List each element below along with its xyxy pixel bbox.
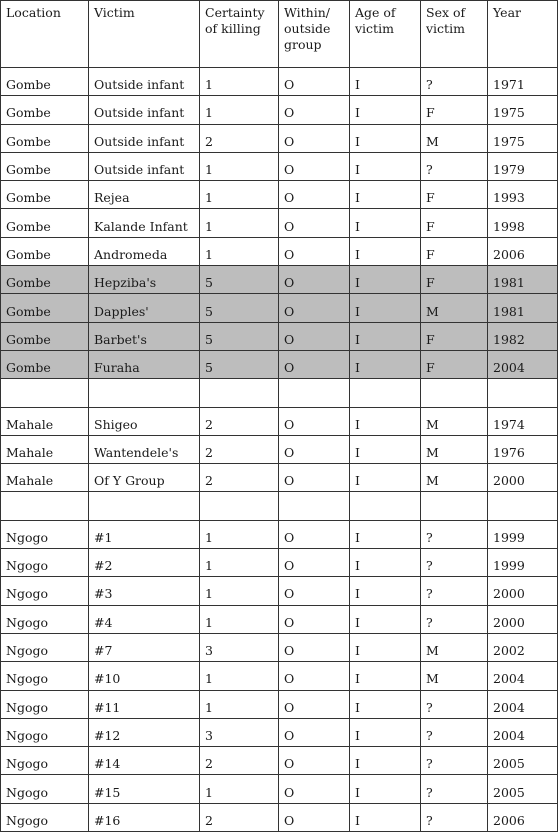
cell-location: Ngogo [1, 775, 89, 803]
cell-location: Ngogo [1, 605, 89, 633]
cell-age-of-victim: I [350, 464, 421, 492]
cell-location: Ngogo [1, 549, 89, 577]
cell-location: Gombe [1, 181, 89, 209]
cell-location: Gombe [1, 322, 89, 350]
table-row [1, 294, 558, 322]
cell-sex-of-victim: ? [421, 718, 488, 746]
cell-sex-of-victim: ? [421, 68, 488, 96]
cell-location: Gombe [1, 237, 89, 265]
cell-location: Gombe [1, 68, 89, 96]
cell-year: 1981 [488, 294, 558, 322]
column-header-within-outside-group [279, 1, 350, 68]
cell-year: 2006 [488, 803, 558, 831]
cell-sex-of-victim: F [421, 350, 488, 378]
cell-year [488, 492, 558, 520]
column-header-line: Location [6, 5, 61, 20]
cell-age-of-victim: I [350, 68, 421, 96]
cell-victim: Outside infant [89, 96, 200, 124]
cell-within-outside-group: O [279, 690, 350, 718]
cell-within-outside-group: O [279, 237, 350, 265]
table-row [1, 350, 558, 378]
cell-within-outside-group: O [279, 718, 350, 746]
table-row [1, 662, 558, 690]
cell-sex-of-victim: ? [421, 775, 488, 803]
cell-location: Mahale [1, 464, 89, 492]
column-header-sex-of-victim [421, 1, 488, 68]
cell-certainty-of-killing: 2 [200, 407, 279, 435]
cell-victim: #16 [89, 803, 200, 831]
cell-year: 2006 [488, 237, 558, 265]
table-row [1, 690, 558, 718]
cell-year: 2000 [488, 605, 558, 633]
cell-sex-of-victim: ? [421, 690, 488, 718]
cell-age-of-victim: I [350, 266, 421, 294]
table-row [1, 549, 558, 577]
cell-year: 1979 [488, 152, 558, 180]
cell-certainty-of-killing: 1 [200, 209, 279, 237]
cell-year: 1998 [488, 209, 558, 237]
table-row [1, 577, 558, 605]
cell-within-outside-group: O [279, 520, 350, 548]
cell-certainty-of-killing: 1 [200, 181, 279, 209]
column-header-line: Sex of [426, 5, 466, 20]
cell-sex-of-victim [421, 379, 488, 407]
cell-location: Ngogo [1, 690, 89, 718]
cell-victim: Barbet's [89, 322, 200, 350]
cell-age-of-victim: I [350, 237, 421, 265]
column-header-line: victim [426, 21, 465, 36]
column-header-line: Victim [94, 5, 135, 20]
cell-location: Ngogo [1, 718, 89, 746]
cell-sex-of-victim: ? [421, 803, 488, 831]
cell-sex-of-victim: F [421, 237, 488, 265]
cell-age-of-victim: I [350, 605, 421, 633]
table-row [1, 237, 558, 265]
cell-age-of-victim: I [350, 803, 421, 831]
cell-age-of-victim: I [350, 350, 421, 378]
table-row [1, 633, 558, 661]
cell-year: 1993 [488, 181, 558, 209]
cell-certainty-of-killing: 1 [200, 68, 279, 96]
cell-year [488, 379, 558, 407]
cell-within-outside-group: O [279, 124, 350, 152]
cell-certainty-of-killing: 1 [200, 577, 279, 605]
cell-sex-of-victim: F [421, 266, 488, 294]
table-row [1, 322, 558, 350]
cell-certainty-of-killing: 1 [200, 690, 279, 718]
cell-within-outside-group: O [279, 68, 350, 96]
cell-certainty-of-killing: 5 [200, 350, 279, 378]
cell-location: Gombe [1, 294, 89, 322]
cell-year: 2002 [488, 633, 558, 661]
table-row [1, 96, 558, 124]
cell-within-outside-group: O [279, 435, 350, 463]
cell-location: Gombe [1, 209, 89, 237]
cell-age-of-victim: I [350, 633, 421, 661]
cell-location: Ngogo [1, 803, 89, 831]
cell-within-outside-group: O [279, 577, 350, 605]
table-row [1, 68, 558, 96]
cell-age-of-victim: I [350, 690, 421, 718]
table-row [1, 605, 558, 633]
cell-within-outside-group: O [279, 181, 350, 209]
cell-year: 2004 [488, 690, 558, 718]
cell-victim: #10 [89, 662, 200, 690]
cell-age-of-victim: I [350, 662, 421, 690]
cell-within-outside-group: O [279, 549, 350, 577]
cell-year: 1974 [488, 407, 558, 435]
cell-victim: Dapples' [89, 294, 200, 322]
table-row [1, 209, 558, 237]
table-row [1, 718, 558, 746]
cell-location: Gombe [1, 152, 89, 180]
cell-location: Ngogo [1, 662, 89, 690]
table-row [1, 747, 558, 775]
table-row [1, 520, 558, 548]
column-header-year [488, 1, 558, 68]
table-body [1, 68, 558, 832]
cell-within-outside-group: O [279, 407, 350, 435]
cell-certainty-of-killing: 3 [200, 633, 279, 661]
cell-age-of-victim: I [350, 124, 421, 152]
table-row [1, 181, 558, 209]
cell-age-of-victim: I [350, 209, 421, 237]
cell-certainty-of-killing: 5 [200, 266, 279, 294]
cell-location: Gombe [1, 96, 89, 124]
cell-sex-of-victim: F [421, 181, 488, 209]
spacer-row [1, 492, 558, 520]
cell-sex-of-victim: ? [421, 605, 488, 633]
cell-age-of-victim: I [350, 96, 421, 124]
cell-year: 1971 [488, 68, 558, 96]
column-header-victim [89, 1, 200, 68]
cell-within-outside-group: O [279, 633, 350, 661]
cell-sex-of-victim: F [421, 209, 488, 237]
cell-location [1, 492, 89, 520]
cell-sex-of-victim: ? [421, 747, 488, 775]
cell-certainty-of-killing: 1 [200, 152, 279, 180]
spacer-row [1, 379, 558, 407]
cell-location: Gombe [1, 124, 89, 152]
cell-sex-of-victim: F [421, 96, 488, 124]
column-header-line: Certainty [205, 5, 265, 20]
cell-certainty-of-killing: 2 [200, 124, 279, 152]
cell-within-outside-group: O [279, 350, 350, 378]
cell-year: 1999 [488, 520, 558, 548]
cell-victim: #2 [89, 549, 200, 577]
cell-year: 2000 [488, 464, 558, 492]
cell-year: 1982 [488, 322, 558, 350]
cell-within-outside-group: O [279, 294, 350, 322]
cell-within-outside-group: O [279, 322, 350, 350]
cell-victim [89, 379, 200, 407]
cell-within-outside-group: O [279, 266, 350, 294]
cell-within-outside-group: O [279, 464, 350, 492]
cell-victim: #3 [89, 577, 200, 605]
table-row [1, 152, 558, 180]
cell-victim: #14 [89, 747, 200, 775]
cell-within-outside-group: O [279, 662, 350, 690]
cell-within-outside-group: O [279, 209, 350, 237]
cell-sex-of-victim: M [421, 662, 488, 690]
cell-sex-of-victim: M [421, 124, 488, 152]
cell-sex-of-victim: ? [421, 520, 488, 548]
cell-certainty-of-killing: 1 [200, 662, 279, 690]
cell-location: Ngogo [1, 633, 89, 661]
cell-age-of-victim: I [350, 577, 421, 605]
cell-within-outside-group: O [279, 605, 350, 633]
cell-sex-of-victim: M [421, 464, 488, 492]
cell-age-of-victim: I [350, 435, 421, 463]
cell-sex-of-victim: ? [421, 549, 488, 577]
cell-certainty-of-killing: 1 [200, 775, 279, 803]
column-header-line: Age of [355, 5, 396, 20]
cell-age-of-victim: I [350, 322, 421, 350]
cell-victim: Furaha [89, 350, 200, 378]
cell-victim: #1 [89, 520, 200, 548]
column-header-age-of-victim [350, 1, 421, 68]
cell-sex-of-victim: M [421, 435, 488, 463]
cell-victim: Shigeo [89, 407, 200, 435]
table-header [1, 1, 558, 68]
cell-year: 2005 [488, 775, 558, 803]
table-row [1, 464, 558, 492]
cell-age-of-victim: I [350, 775, 421, 803]
cell-within-outside-group [279, 379, 350, 407]
column-header-location [1, 1, 89, 68]
cell-age-of-victim: I [350, 294, 421, 322]
cell-age-of-victim: I [350, 718, 421, 746]
table-row [1, 407, 558, 435]
table-row [1, 775, 558, 803]
cell-certainty-of-killing: 1 [200, 605, 279, 633]
cell-age-of-victim: I [350, 152, 421, 180]
cell-sex-of-victim: M [421, 633, 488, 661]
header-row [1, 1, 558, 68]
cell-victim: Andromeda [89, 237, 200, 265]
table-row [1, 435, 558, 463]
cell-age-of-victim [350, 492, 421, 520]
cell-victim: #12 [89, 718, 200, 746]
cell-victim: Outside infant [89, 68, 200, 96]
cell-sex-of-victim: M [421, 294, 488, 322]
cell-certainty-of-killing: 2 [200, 747, 279, 775]
cell-certainty-of-killing: 1 [200, 520, 279, 548]
table-row [1, 803, 558, 831]
table-row [1, 124, 558, 152]
cell-victim: Of Y Group [89, 464, 200, 492]
cell-certainty-of-killing: 1 [200, 96, 279, 124]
column-header-line: of killing [205, 21, 261, 36]
cell-year: 1999 [488, 549, 558, 577]
cell-age-of-victim: I [350, 520, 421, 548]
cell-year: 1975 [488, 96, 558, 124]
cell-location: Gombe [1, 350, 89, 378]
cell-location [1, 379, 89, 407]
cell-within-outside-group: O [279, 96, 350, 124]
cell-certainty-of-killing: 1 [200, 549, 279, 577]
cell-location: Ngogo [1, 747, 89, 775]
cell-age-of-victim: I [350, 549, 421, 577]
cell-age-of-victim: I [350, 747, 421, 775]
cell-within-outside-group: O [279, 747, 350, 775]
cell-age-of-victim [350, 379, 421, 407]
cell-victim: Outside infant [89, 152, 200, 180]
cell-within-outside-group: O [279, 152, 350, 180]
cell-certainty-of-killing [200, 379, 279, 407]
cell-certainty-of-killing: 2 [200, 464, 279, 492]
cell-certainty-of-killing: 2 [200, 435, 279, 463]
cell-certainty-of-killing: 5 [200, 294, 279, 322]
cell-victim [89, 492, 200, 520]
cell-year: 1975 [488, 124, 558, 152]
cell-victim: Outside infant [89, 124, 200, 152]
cell-within-outside-group [279, 492, 350, 520]
cell-victim: #11 [89, 690, 200, 718]
cell-year: 2004 [488, 350, 558, 378]
cell-location: Ngogo [1, 520, 89, 548]
cell-year: 2000 [488, 577, 558, 605]
cell-age-of-victim: I [350, 407, 421, 435]
cell-sex-of-victim [421, 492, 488, 520]
cell-sex-of-victim: M [421, 407, 488, 435]
cell-sex-of-victim: ? [421, 577, 488, 605]
column-header-line: Within/ [284, 5, 330, 20]
cell-certainty-of-killing [200, 492, 279, 520]
cell-certainty-of-killing: 1 [200, 237, 279, 265]
cell-victim: Wantendele's [89, 435, 200, 463]
cell-victim: Rejea [89, 181, 200, 209]
cell-victim: #7 [89, 633, 200, 661]
cell-location: Ngogo [1, 577, 89, 605]
cell-year: 1976 [488, 435, 558, 463]
cell-certainty-of-killing: 2 [200, 803, 279, 831]
cell-victim: #15 [89, 775, 200, 803]
cell-year: 2004 [488, 718, 558, 746]
cell-certainty-of-killing: 3 [200, 718, 279, 746]
cell-year: 2005 [488, 747, 558, 775]
cell-within-outside-group: O [279, 803, 350, 831]
cell-location: Gombe [1, 266, 89, 294]
cell-location: Mahale [1, 407, 89, 435]
cell-victim: Hepziba's [89, 266, 200, 294]
column-header-certainty-of-killing [200, 1, 279, 68]
cell-victim: #4 [89, 605, 200, 633]
cell-sex-of-victim: F [421, 322, 488, 350]
cell-age-of-victim: I [350, 181, 421, 209]
cell-year: 2004 [488, 662, 558, 690]
column-header-line: Year [493, 5, 521, 20]
column-header-line: outside [284, 21, 331, 36]
cell-certainty-of-killing: 5 [200, 322, 279, 350]
cell-sex-of-victim: ? [421, 152, 488, 180]
cell-victim: Kalande Infant [89, 209, 200, 237]
cell-within-outside-group: O [279, 775, 350, 803]
column-header-line: group [284, 37, 322, 52]
cell-location: Mahale [1, 435, 89, 463]
column-header-line: victim [355, 21, 394, 36]
table-row [1, 266, 558, 294]
cell-year: 1981 [488, 266, 558, 294]
